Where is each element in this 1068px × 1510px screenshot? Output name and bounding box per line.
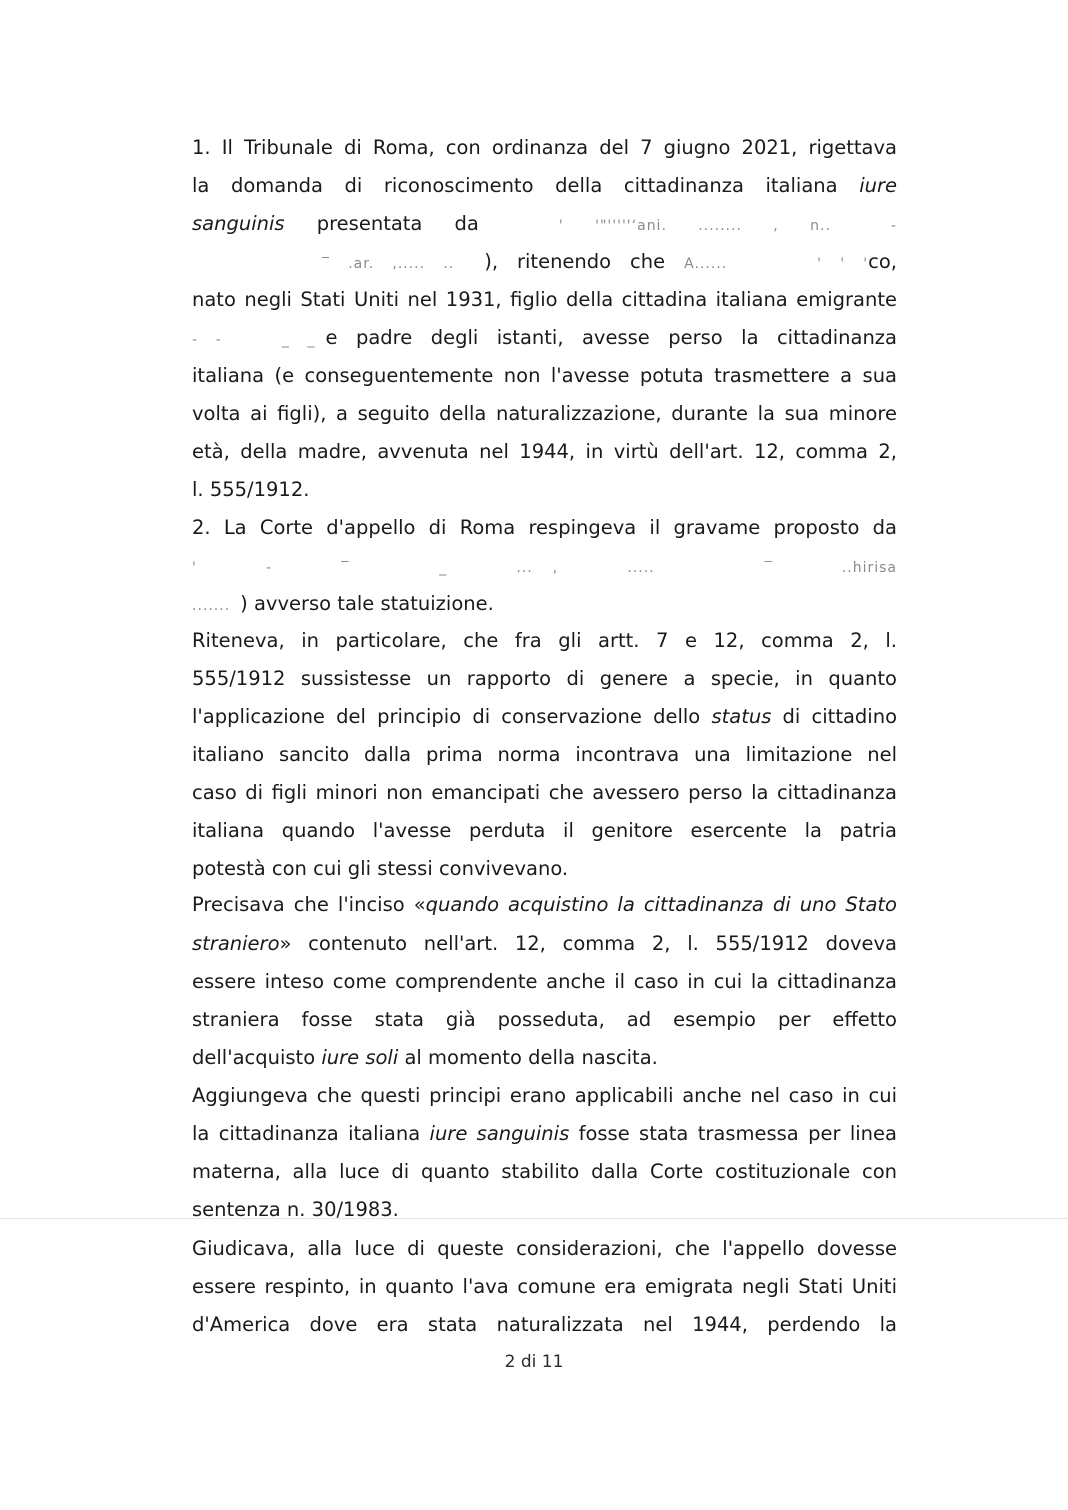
redacted-text: - -	[192, 332, 222, 348]
text-segment: volta ai figli), a seguito della naturalizzazione, durante la sua minore	[192, 402, 897, 425]
text-line	[192, 585, 897, 623]
redacted-text: .......	[192, 598, 231, 614]
text-line	[192, 129, 897, 167]
redacted-text: ‾ .ar. ,..... ..	[322, 256, 455, 272]
text-segment: dell'acquisto	[192, 1046, 322, 1069]
text-segment: fosse stata trasmessa per linea	[569, 1122, 897, 1145]
italic-text: iure sanguinis	[429, 1122, 570, 1145]
redacted-text: ' - ‾	[192, 560, 350, 576]
text-line	[192, 509, 897, 547]
text-segment: al momento della nascita.	[398, 1046, 658, 1069]
text-line	[192, 1191, 897, 1229]
italic-text: iure soli	[321, 1046, 399, 1069]
text-line	[192, 433, 897, 471]
text-line	[192, 622, 897, 660]
text-segment: 555/1912 sussistesse un rapporto di genere a specie, in quanto	[192, 667, 897, 690]
text-segment: nato negli Stati Uniti nel 1931, figlio della cittadina italiana emigrante	[192, 288, 897, 311]
text-line	[192, 1153, 897, 1191]
text-line	[192, 1001, 897, 1039]
redacted-text: ' ' '	[817, 256, 869, 272]
redacted-text: ‾ ..hirisa	[764, 560, 897, 576]
text-segment: ), ritenendo che	[484, 250, 685, 273]
text-line	[192, 471, 897, 509]
italic-text: iure	[859, 174, 897, 197]
text-line	[192, 774, 897, 812]
text-line	[192, 963, 897, 1001]
text-line	[192, 1230, 897, 1268]
text-segment: la domanda di riconoscimento della cittadinanza italiana	[192, 174, 860, 197]
redacted-text: _ _	[281, 332, 316, 348]
text-line	[192, 736, 897, 774]
text-line	[192, 660, 897, 698]
text-line	[192, 698, 897, 736]
text-segment: Aggiungeva che questi principi erano applicabili anche nel caso in cui	[192, 1084, 897, 1107]
italic-text: straniero	[192, 932, 280, 955]
text-segment: italiana (e conseguentemente non l'avesse potuta trasmettere a sua	[192, 364, 897, 387]
text-segment: caso di figli minori non emancipati che avessero perso la cittadinanza	[192, 781, 897, 804]
page-number: 2 di 11	[504, 1352, 564, 1372]
text-segment: e padre degli istanti, avesse perso la cittadinanza	[325, 326, 897, 349]
text-line	[192, 1115, 897, 1153]
redacted-text: ' '"'''''‘ani. ........ , n..	[558, 218, 831, 234]
italic-text: quando acquistino la cittadinanza di uno Stato	[425, 893, 897, 916]
text-segment: d'America dove era stata naturalizzata nel 1944, perdendo la	[192, 1313, 897, 1336]
redacted-text: -	[890, 218, 897, 234]
redacted-text: A......	[684, 256, 728, 272]
text-segment: di cittadino	[771, 705, 897, 728]
text-segment: la cittadinanza italiana	[192, 1122, 430, 1145]
text-segment: ) avverso tale statuizione.	[240, 592, 494, 615]
redacted-text: _ ...	[439, 560, 533, 576]
text-line	[192, 281, 897, 319]
text-segment: italiana quando l'avesse perduta il genitore esercente la patria	[192, 819, 897, 842]
redacted-text: , .....	[552, 560, 655, 576]
text-line	[192, 547, 897, 585]
text-line	[192, 1306, 897, 1344]
text-line	[192, 1039, 897, 1077]
text-line	[192, 167, 897, 205]
text-line	[192, 850, 897, 888]
text-segment: materna, alla luce di quanto stabilito dalla Corte costituzionale con	[192, 1160, 897, 1183]
text-segment: l'applicazione del principio di conservazione dello	[192, 705, 712, 728]
text-segment: Precisava che l'inciso «	[192, 893, 426, 916]
text-segment: italiano sancito dalla prima norma incontrava una limitazione nel	[192, 743, 897, 766]
text-line	[192, 395, 897, 433]
text-segment: Giudicava, alla luce di queste considerazioni, che l'appello dovesse	[192, 1237, 897, 1260]
text-segment: 1. Il Tribunale di Roma, con ordinanza del 7 giugno 2021, rigettava	[192, 136, 897, 159]
text-line	[192, 357, 897, 395]
text-segment: potestà con cui gli stessi convivevano.	[192, 857, 569, 880]
text-segment: sentenza n. 30/1983.	[192, 1198, 399, 1221]
text-segment: l. 555/1912.	[192, 478, 310, 501]
text-segment: età, della madre, avvenuta nel 1944, in virtù dell'art. 12, comma 2,	[192, 440, 897, 463]
text-segment: co,	[868, 250, 897, 273]
text-line	[192, 205, 897, 243]
italic-text: sanguinis	[192, 212, 285, 235]
text-line	[192, 319, 897, 357]
text-segment: » contenuto nell'art. 12, comma 2, l. 555/1912 doveva	[279, 932, 897, 955]
text-segment: straniera fosse stata già posseduta, ad esempio per effetto	[192, 1008, 897, 1031]
text-line	[192, 925, 897, 963]
text-segment: 2. La Corte d'appello di Roma respingeva il gravame proposto da	[192, 516, 897, 539]
text-line	[192, 1077, 897, 1115]
text-segment: presentata da	[284, 212, 479, 235]
text-line	[192, 1268, 897, 1306]
text-line	[192, 243, 897, 281]
text-line	[192, 886, 897, 924]
italic-text: status	[711, 705, 772, 728]
text-segment: essere respinto, in quanto l'ava comune era emigrata negli Stati Uniti	[192, 1275, 897, 1298]
text-line	[192, 812, 897, 850]
text-segment: essere inteso come comprendente anche il caso in cui la cittadinanza	[192, 970, 897, 993]
text-segment: Riteneva, in particolare, che fra gli artt. 7 e 12, comma 2, l.	[192, 629, 897, 652]
